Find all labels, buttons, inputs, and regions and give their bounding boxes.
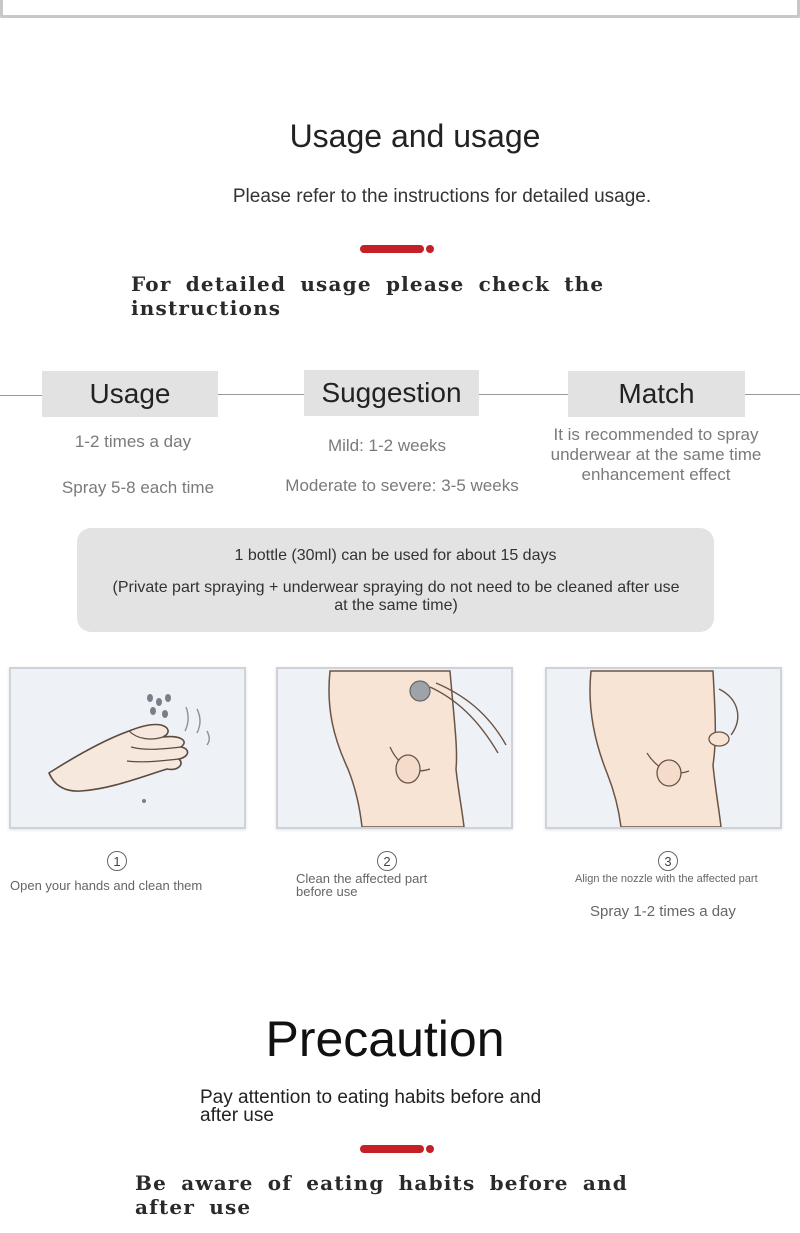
accent-bar — [360, 245, 424, 253]
step-3-caption: Align the nozzle with the affected part — [575, 873, 758, 885]
step-3-number: 3 — [658, 851, 678, 871]
body-spray-icon — [278, 669, 511, 827]
step-1-caption: Open your hands and clean them — [10, 878, 203, 893]
step-2-caption: Clean the affected part before use — [296, 871, 428, 899]
divider-left — [0, 395, 42, 396]
step-3-frequency: Spray 1-2 times a day — [590, 903, 736, 920]
info-box — [77, 528, 714, 632]
usage-frequency: 1-2 times a day — [74, 432, 192, 451]
usage-amount: Spray 5-8 each time — [61, 478, 215, 497]
divider-right — [745, 394, 800, 395]
accent-dot-2 — [426, 1145, 434, 1153]
step-2-illustration — [276, 667, 513, 829]
suggestion-mild: Mild: 1-2 weeks — [327, 436, 447, 455]
section-title: Usage and usage — [289, 118, 541, 154]
tab-suggestion: Suggestion — [304, 370, 479, 416]
info-line-2: (Private part spraying + underwear spraying do not need to be cleaned after use at the same time) — [112, 579, 680, 614]
body-nozzle-icon — [547, 669, 780, 827]
divider-mid-1 — [218, 394, 304, 395]
step-3-illustration — [545, 667, 782, 829]
accent-dot — [426, 245, 434, 253]
match-text: It is recommended to spray underwear at the same time enhancement effect — [550, 425, 762, 484]
accent-bar-2 — [360, 1145, 424, 1153]
step-1-illustration — [9, 667, 246, 829]
suggestion-severe: Moderate to severe: 3-5 weeks — [285, 476, 519, 495]
section-subtitle: Please refer to the instructions for detailed usage. — [232, 186, 652, 207]
tab-match: Match — [568, 371, 745, 417]
eating-habits-banner: Be aware of eating habits before and after use — [135, 1171, 628, 1219]
top-frame-border — [0, 0, 800, 18]
instructions-banner: For detailed usage please check the instructions — [131, 272, 605, 320]
precaution-subtitle: Pay attention to eating habits before and after use — [200, 1087, 542, 1126]
step-1-number: 1 — [107, 851, 127, 871]
precaution-title: Precaution — [265, 1011, 505, 1067]
tab-usage: Usage — [42, 371, 218, 417]
divider-mid-2 — [479, 394, 568, 395]
step-2-number: 2 — [377, 851, 397, 871]
info-line-1: 1 bottle (30ml) can be used for about 15 days — [234, 547, 557, 564]
hands-washing-icon — [11, 669, 244, 827]
